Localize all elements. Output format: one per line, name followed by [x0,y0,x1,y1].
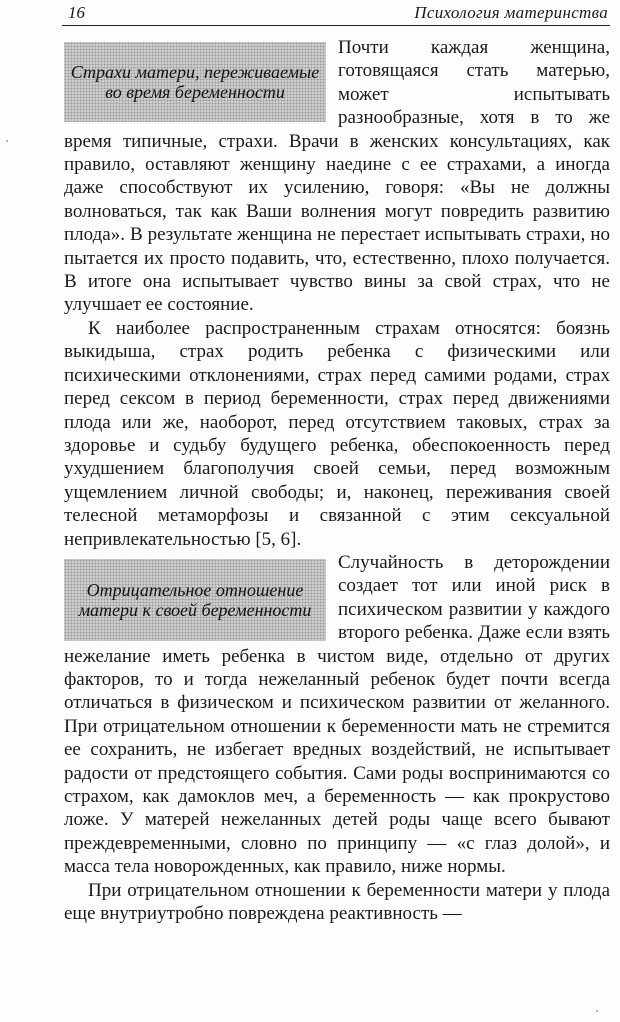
sidebar-negative-attitude [64,559,326,641]
sidebar-fears-text: Страхи матери, переживаемые во время беременности [70,62,320,102]
page-header [68,2,608,24]
scan-speck [596,1010,598,1012]
body-text [64,36,610,925]
running-title: Психология материнства [414,3,608,22]
paragraph-4: При отрицательном отношении к беременности матери у плода еще внутриутробно повреждена реактивность — [64,879,610,925]
sidebar-negative-attitude-text: Отрицательное отношение матери к своей беременности [78,579,312,620]
scan-speck [6,140,8,142]
paragraph-1: Почти каждая женщина, готовящаяся стать матерью, может испытывать разнообразные, хотя в то же время типичные, страхи. Врачи в женских консультациях, как правило, оставляют женщину наедине с ее страхами, а иногда даже способствуют их усилению, говоря: «Вы не должны волноваться, так как Ваши волнения могут повредить развитию плода». В результате женщина не перестает испытывать страхи, но пытается их просто подавить, что, естественно, плохо получается. В итоге она испытывает чувство вины за свой страх, что не улучшает ее состояние. [64,37,610,316]
header-rule [62,25,610,26]
paragraph-3: Случайность в деторождении создает тот или иной риск в психическом развитии у каждого второго ребенка. Даже если взять нежелание иметь ребенка в чистом виде, отдельно от других факторов, то и тогда нежеланный ребенок будет почти всегда отличаться в физическом и психическом развитии от желанного. При отрицательном отношении к беременности мать не стремится ее сохранить, не избегает вредных воздействий, не испытывает радости от предстоящего события. Сами роды воспринимаются со страхом, как дамоклов меч, а беременность — как прокрустово ложе. У матерей нежеланных детей роды чаще всего бывают преждевременными, словно по принципу — «с глаз долой», и масса тела новорожденных, как правило, ниже нормы. [64,551,610,878]
page-number: 16 [68,3,85,22]
paragraph-2: К наиболее распространенным страхам относятся: боязнь выкидыша, страх родить ребенка с физическими или психическими отклонениями, страх перед самими родами, страх перед сексом в период беременности, страх перед движениями плода или же, наоборот, перед отсутствием таковых, страх за здоровье и судьбу будущего ребенка, обеспокоенность перед ухудшением благополучия своей семьи, перед возможным ущемлением личной свободы; и, наконец, переживания своей телесной метаморфозы и связанной с этим сексуальной непривлекательностью [5, 6]. [64,317,610,550]
sidebar-fears [64,42,326,122]
